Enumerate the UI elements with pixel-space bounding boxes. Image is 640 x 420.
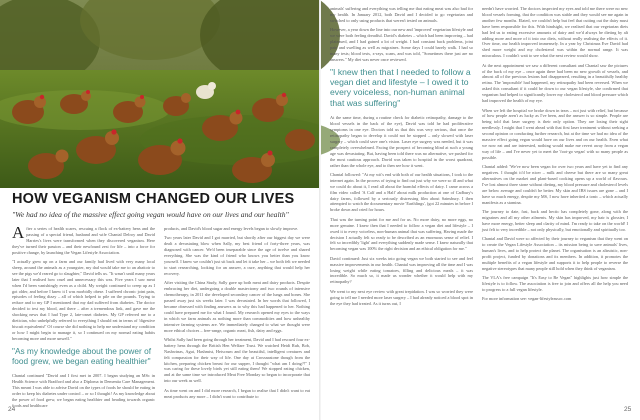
body-paragraph: At the next appointment we saw a different consultant and Chantal saw the pictures of the back of my eye – once again there had been no new growth of vessels, and almost all of the previous lesions had disappeared, resulting in a beautifully healthy retina. The 'impossible' had happened, my retinopathy had been reversed. When we asked this consultant if it could be down to our vegan lifestyle, she confirmed that veganism had helped to significantly lower my cholesterol and blood pressure which had improved the health of my eye.	[482, 62, 628, 104]
hens-photo	[0, 0, 319, 188]
right-column-1	[330, 6, 473, 402]
intro-paragraph	[12, 223, 155, 256]
body-paragraph: needn't have worried. The doctors inspected my eyes and told me there were no new blood vessels forming, that the condition was stable and they would see me again in another few months. Elated, we couldn't help but feel that cutting out the dairy must have been responsible for this. With hindsight, we realised that our vegetarian diets had led us to eating excessive amounts of dairy and we'd always be dieting by alt adding more and more of it into our diets, without really realising the effects of it. Over time, our health improved immensely. In a year by Christmas Eve David had shed more weight and my cholesterol was within the normal range. It was miraculous. I couldn't wait to see what the next review would show.	[482, 6, 628, 59]
body-paragraph: Chantal and David were so affected by their journey to veganism that they went on to create the Vegan Lifestyle Association – its mission being to save animals' lives, human's lives, and to help protect the planet. The organisation is an altruistic, non-profit project, funded by donations and its members. In addition, it promotes the multiple benefits of a vegan lifestyle and supports it to help people to reverse the negative stereotypes that many people still hold when they think of veganism.	[482, 236, 628, 271]
body-paragraph: However, a year down the line into our new and 'improved' vegetarian lifestyle and we were both feeling dreadful. David's diabetes – which had been improving – had plateaued, and I had gained a lot of weight. I had constant back problems, joint pain and swelling as well as migraines. Some days I could barely walk. I had so many tests; blood tests, x-rays, scans, and was told, "Sometimes there just are no answers." My diet was never once reviewed.	[330, 27, 473, 62]
page-gutter	[319, 0, 321, 420]
body-paragraph: We went to my next eye review with great trepidation. I was so worried they were going to tell me I needed more laser surgery – I had already noticed a blood spot in the eye they had treated. As it turns out, I	[330, 288, 473, 306]
body-paragraph: The VLA's free campaign "It's Easy to Be Vegan" highlights just how simple the lifestyle is to follow. The association is free to join and offers all the help you need to progress to a full vegan lifestyle.	[482, 275, 628, 292]
drop-cap: A	[12, 223, 25, 242]
left-column-1	[12, 223, 155, 408]
page-number-left: 24	[8, 406, 16, 413]
body-paragraph: Chantal continued "David and I first met in 2007. I began studying an MSc in Health Science with Bradford and also a Diploma in Dementia Care Management. This meant I was able to advise David on the types of foods he should be eating in order to keep his diabetes under control – or so I thought! As my knowledge about the power of food grew, we began eating healthier and heading towards organic foods and healthcare	[12, 373, 155, 408]
article-standfirst: "We had no idea of the massive effect going vegan would have on our lives and our health"	[12, 210, 289, 219]
body-paragraph: Whilst Sally had been going through her treatment, David and I had rescued four ex-battery hens through the British Hen Welfare Trust. We watched Heidi Rub, Bob, Nashwinas, Agui, Hashmist, Heiscrum and the beautiful, intelligent creatures and felt compassion for their way of life. One day at Crossnastone though from the kitchen, preparing chicken breast for our supper, I thought "what am I doing?!" I was caring for these lovely birds yet still eating them! We stopped eating chicken, and at the same time we introduced Meat Free Monday so began to incorporate that into our week as well.	[164, 336, 310, 384]
left-column-2	[164, 226, 310, 402]
contact-line: For more information see: vegan-lifestyleassoc.com	[482, 296, 572, 302]
body-paragraph: Chantal added: 'We've now been vegan for over two years and have yet to find any negatives. I thought it'd be nicer – milk and cheese but there are so many great alternatives on the market and plant-based cooking opens up a world of flavours. I've lost almost three stone without dieting, my blood pressure and cholesterol levels are below average and couldn't be better. My skin and IBS issues are gone – and I have so much energy, despite my MS, I now have inherited a tonic – which actually manifests as a stamina.	[482, 164, 628, 205]
body-paragraph: animals' suffering and everything was telling me that eating meat was also bad for my health. In January 2012, both David and I decided to go vegetarian and switched to only using products that weren't tested on animals.	[330, 6, 473, 23]
body-paragraph: Two years later David and I got married, but shortly after our biggest day we were dealt a devastating blow when Sally, my best friend of forty-three years, was diagnosed with cancer. We'd been inseparable since the age of twelve and shared everything. She was the kind of friend who knows you better than you know yourself. I knew we couldn't just sit back and let it take her – we both felt we needed to start researching, looking for an answer, a cure, anything that would help her recovery.	[164, 235, 310, 276]
pull-quote-right: "I knew then that I needed to follow a vegan diet and lifestyle – I owed it to every voiceless, non-human animal that was suffering"	[330, 66, 471, 108]
pull-quote-left: "As my knowledge about the power of food grew, we began eating healthier"	[12, 345, 152, 366]
hens-illustration	[0, 0, 319, 188]
body-paragraph: That was the turning point for me and for us. No more dairy, no more eggs, no more genuine. I knew then that I needed to follow a vegan diet and lifestyle – I owed it to every voiceless, non-human animal that was suffering. Having made the decision I actually felt so ready to be described as an enormous sense of relief. I felt so incredibly 'light' and everything suddenly made sense. I knew naturally that becoming vegan was 100% the right decision and an ethical obligation for me."	[330, 216, 473, 252]
body-paragraph: products, and David's blood sugar and energy levels began to slowly improve.	[164, 226, 299, 231]
body-paragraph: "I actually grew up on a farm and our family had lived with very many local sheep, around the animals as a youngster, my dad would take me to an abattoir to see the pigs we'd reared go to slaughter," David tells us. "It wasn't until many years later that I realised how cruel and unnecessary this was. Five years I saw meat when I'd been vanishingly even as a child. My weight continued to creep up as I got older, and before I knew it I was morbidly obese. I suffered chronic joint pain, episodes of feeling dizzy – all of which helped to pile on the pounds. Trying to reduce and to my GP I mentioned that my dad suffered from diabetes. The doctor decided to test my blood, and there – after a tremendous link, and gave me the shocking news that I had Type 2, late-onset diabetes. My GP referred me to a dietician, who unhelpfully referred to everything I should eat in terms of 'digestive biscuit equivalents!' Of course she did nothing to help me understand my condition or how I might begin to manage it, so I continued on my normal eating habits becoming more and more unwell."	[12, 259, 155, 341]
body-paragraph: The journey to date, fast, back and hectic has completely gone, along with the migraines and all my other ailments. My skin has improved, my hair is glossier, I have more energy, better sleep and clarity of mind. I'm ready to take on the world! I just felt to very incredible – not only physically, but emotionally and spiritually too.	[482, 209, 628, 232]
body-paragraph: David continued: Just six weeks into going vegan we both started to see and feel massive improvements in our health. Chantal was improving all the time and I was losing weight while eating tomatoes, filling and delicious meals – it was incredible. So much so, it made us wonder whether it would help with my retinopathy?	[330, 255, 473, 285]
right-column-2	[482, 6, 628, 402]
body-paragraph: As time went on and I did more research, I began to realise that I didn't want to eat meat products any more – I didn't want to contribute to	[164, 387, 310, 399]
article-headline: HOW VEGANISM CHANGED OUR LIVES	[12, 191, 295, 207]
page-number-right: 25	[624, 406, 632, 413]
body-paragraph: Chantal followed: "At my wit's end with both of our health situations, I took to the internet again. In the process of trying to find out just why we were so ill and what we could do about it, I read all about the harmful effects of dairy. I came across a film video called 'A Calf and a Half' about milk production at one of Cadbury's dairy farms, followed by a seriously distressing film about Sainsbury. I then attempted to watch the documentary movie 'Earthlings', (got 22 minutes in before I broke down and cried for hours.	[330, 171, 473, 213]
intro-text: fter a series of health scares, rescuing a flock of ex-battery hens and the passing of a special friend, husband and wife Chantal Delroy and David Harries's lives were transformed when they discovered veganism. Here they've turned their passion – and their newfound zest for life – into a force for positive change, by launching the Vegan Lifestyle Association.	[12, 226, 155, 255]
body-paragraph: When we left the hospital we broke down in tears – not just with relief, but because of how people aren't as lucky as I've been, and the answer is so simple. People are being told that laser surgery is their only option. They are losing their sight needlessly. I might that I went ahead with that first laser treatment without seeking a second opinion or conducting further research, but at the time we had no idea of the massive effect going vegan would have on our lives and on our health. Even what we now eat and are interested, nothing would make me revert away from a vegan way of life – and I've never yet to meet the 'foot-go vegan' with so many people as possible.	[482, 107, 628, 160]
body-paragraph: After visiting the China Study, Sally gave up both meat and dairy products. Despite embracing her diet, undergoing a double mastectomy and two rounds of intensive chemotherapy, in 2011 she developed secondary cancer of the lungs and bones. She passed away just six weeks later. I was devastated. In her words that followed, I became obsessed with finding answers as to why this had happened to her. Nothing could have prepared me for what I found. My research opened my eyes to the ways in which we farm animals as nothing more than commodities and how unhealthy intensive farming systems are. We immediately changed to what we thought were more ethical choices – free-range, organic meat, fish, dairy and eggs.	[164, 280, 310, 333]
body-paragraph: At the same time, during a routine check for diabetic retinopathy, damage to the blood vessels in the back of the eye), David was told he had proliferative symptoms in one eye. Doctors told us that this was very serious, that once the retinopathy began to develop it could not be stopped – only slowed with laser surgery – which could save one's vision. Laser eye surgery was needed, but it was completely overwhelmed. Facing the prospect of becoming blind at such a young age was devastating. But, having been told there was no alternative, we pushed for the most cautious approach. David was taken to hospital in the worst quadrant, rather than the whole eye, and to then see how it went.	[330, 115, 473, 168]
